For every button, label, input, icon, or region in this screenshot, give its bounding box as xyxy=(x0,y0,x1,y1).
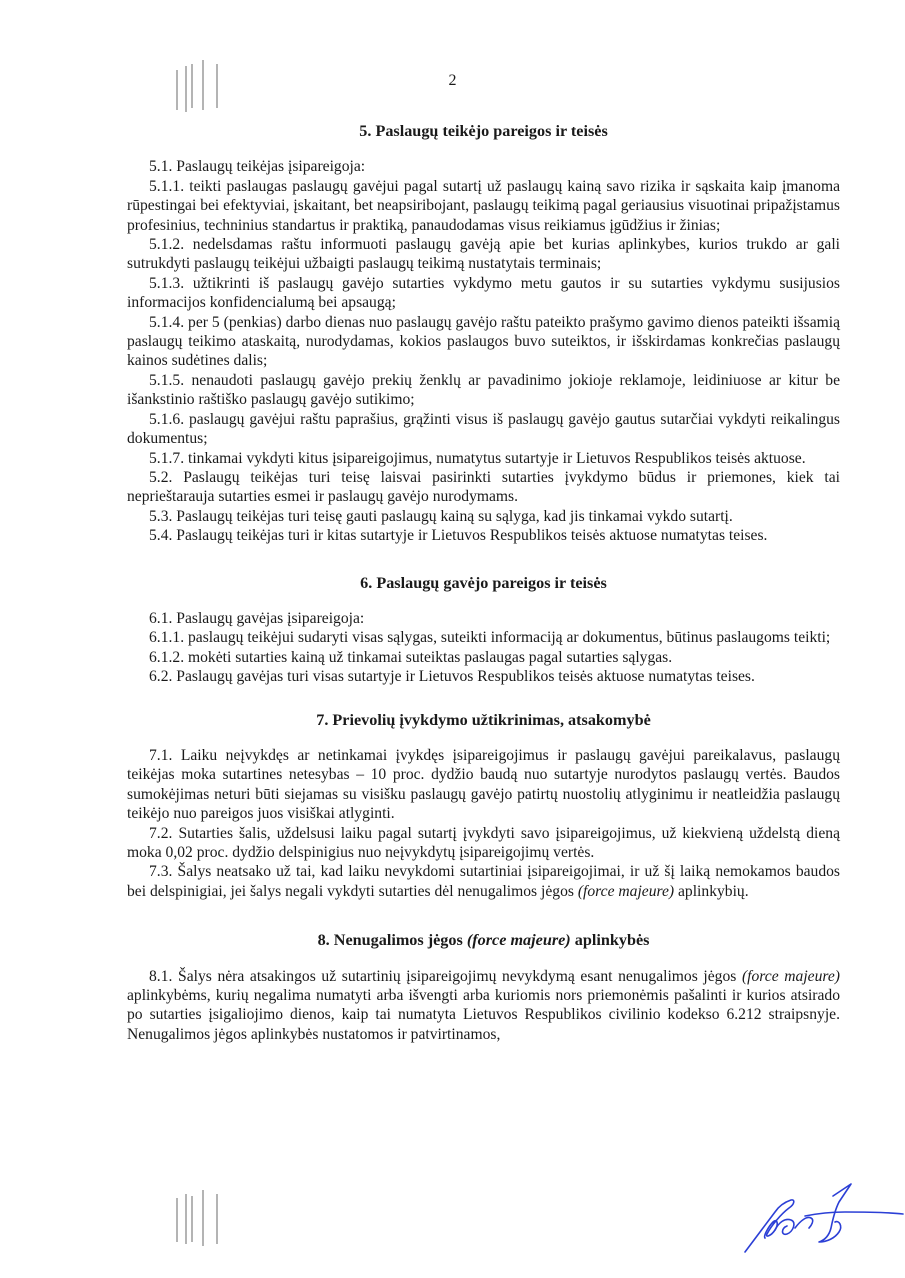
paragraph-5-1-6: 5.1.6. paslaugų gavėjui raštu paprašius, grąžinti visus iš paslaugų gavėjo gautus sutarčiai vykdyti reikalingus dokumentus; xyxy=(127,410,840,448)
paragraph-5-2: 5.2. Paslaugų teikėjas turi teisę laisvai pasirinkti sutarties įvykdymo būdus ir priemones, kiek tai neprieštarauja sutarties esmei ir paslaugų gavėjo nurodymams. xyxy=(127,468,840,506)
scan-artifact-top xyxy=(172,60,232,112)
text: aplinkybių. xyxy=(674,882,749,900)
section-8 xyxy=(127,931,840,1044)
text: aplinkybės xyxy=(570,931,650,950)
paragraph-6-1-1: 6.1.1. paslaugų teikėjui sudaryti visas sąlygas, suteikti informaciją ar dokumentus, būtinus paslaugoms teikti; xyxy=(149,629,831,647)
section-heading: 5. Paslaugų teikėjo pareigos ir teisės xyxy=(359,122,608,140)
latin-term: (force majeure) xyxy=(741,967,840,985)
paragraph-7-1: 7.1. Laiku neįvykdęs ar netinkamai įvykdęs įsipareigojimus ir paslaugų gavėjui pareikalavus, paslaugų teikėjas moka sutartines netesybas – 10 proc. dydžio baudą nuo sutartyje nurodytos paslaugų vertės. Baudos sumokėjimas neturi būti siejamas su visišku paslaugų gavėjo patirtų nuostolių atlyginimu ir neatleidžia paslaugų teikėjo nuo pareigos juos visiškai atlyginti. xyxy=(127,746,840,823)
document-body xyxy=(127,122,840,1044)
text: 8. Nenugalimos jėgos xyxy=(317,931,467,950)
paragraph-7-2: 7.2. Sutarties šalis, uždelsusi laiku pagal sutartį įvykdyti savo įsipareigojimus, už kiekvieną uždelstą dieną moka 0,02 proc. dydžio delspinigius nuo neįvykdytų įsipareigojimų vertės. xyxy=(127,824,840,861)
paragraph-5-1-7: 5.1.7. tinkamai vykdyti kitus įsipareigojimus, numatytus sutartyje ir Lietuvos Respublikos teisės aktuose. xyxy=(149,449,806,467)
paragraph-8-1 xyxy=(127,967,840,1045)
scan-artifact-bottom xyxy=(172,1190,232,1250)
section-5 xyxy=(127,122,840,546)
section-7 xyxy=(127,711,840,902)
paragraph-5-1: 5.1. Paslaugų teikėjas įsipareigoja: xyxy=(149,158,366,176)
text: aplinkybėms, kurių negalima numatyti arba išvengti arba kuriomis nors priemonėmis pašalinti ir kurios atsirado po sutarties įsigaliojimo dienos, kaip tai numatyta Lietuvos Respublikos civilinio kodekso 6.212 straipsnyje. Nenugalimos jėgos aplinkybės nustatomos ir patvirtinamos, xyxy=(127,987,840,1043)
latin-term: (force majeure) xyxy=(577,882,675,900)
paragraph-7-3 xyxy=(127,862,840,901)
paragraph-5-4: 5.4. Paslaugų teikėjas turi ir kitas sutartyje ir Lietuvos Respublikos teisės aktuose numatytas teises. xyxy=(149,527,768,545)
section-heading: 6. Paslaugų gavėjo pareigos ir teisės xyxy=(360,573,607,592)
paragraph-5-1-4: 5.1.4. per 5 (penkias) darbo dienas nuo paslaugų gavėjo raštu pateikto prašymo gavimo dienos pateikti išsamią paslaugų teikimo ataskaitą, nurodydamas, kokios paslaugos buvo suteiktos, ir išskirdamas konkrečias paslaugų kainos sudėtines dalis; xyxy=(127,313,840,370)
text: 7.3. Šalys neatsako už tai, kad laiku nevykdomi sutartiniai įsipareigojimai, ir už šį laiką nemokamos baudos bei delspinigiai, jei šalys negali vykdyti sutarties dėl nenugalimos jėgos xyxy=(127,863,840,900)
paragraph-5-3: 5.3. Paslaugų teikėjas turi teisę gauti paslaugų kainą su sąlyga, kad jis tinkamai vykdo sutartį. xyxy=(149,507,733,525)
section-heading xyxy=(127,931,840,950)
latin-term: (force majeure) xyxy=(466,931,571,950)
paragraph-5-1-1: 5.1.1. teikti paslaugas paslaugų gavėjui pagal sutartį už paslaugų kainą savo rizika ir sąskaita kaip įmanoma rūpestingai bei efektyviai, įskaitant, bet neapsiribojant, paslaugų teikimą pagal geriausius visuotinai pripažįstamus profesinius, techninius standartus ir praktiką, panaudodamas visus reikiamus įgūdžius ir žinias; xyxy=(127,177,840,234)
text: 8.1. Šalys nėra atsakingos už sutartinių įsipareigojimų nevykdymą esant nenugalimos jėgos xyxy=(149,967,742,985)
signature-icon xyxy=(735,1182,905,1254)
paragraph-6-2: 6.2. Paslaugų gavėjas turi visas sutartyje ir Lietuvos Respublikos teisės aktuose numatytas teises. xyxy=(149,668,755,686)
paragraph-6-1: 6.1. Paslaugų gavėjas įsipareigoja: xyxy=(149,609,365,627)
paragraph-5-1-2: 5.1.2. nedelsdamas raštu informuoti paslaugų gavėją apie bet kurias aplinkybes, kurios trukdo ar gali sutrukdyti paslaugų teikėjui užbaigti paslaugų teikimą nustatytais terminais; xyxy=(127,236,840,273)
paragraph-5-1-5: 5.1.5. nenaudoti paslaugų gavėjo prekių ženklų ar pavadinimo jokioje reklamoje, leidiniuose ar kitur be išankstinio raštiško paslaugų gavėjo sutikimo; xyxy=(127,371,840,409)
section-heading: 7. Prievolių įvykdymo užtikrinimas, atsakomybė xyxy=(316,710,651,729)
paragraph-5-1-3: 5.1.3. užtikrinti iš paslaugų gavėjo sutarties vykdymo metu gautos ir su sutarties vykdymu susijusios informacijos konfidencialumą bei apsaugą; xyxy=(127,274,840,312)
section-6 xyxy=(127,574,840,687)
paragraph-6-1-2: 6.1.2. mokėti sutarties kainą už tinkamai suteiktas paslaugas pagal sutarties sąlygas. xyxy=(149,648,673,666)
page-number: 2 xyxy=(448,72,457,89)
